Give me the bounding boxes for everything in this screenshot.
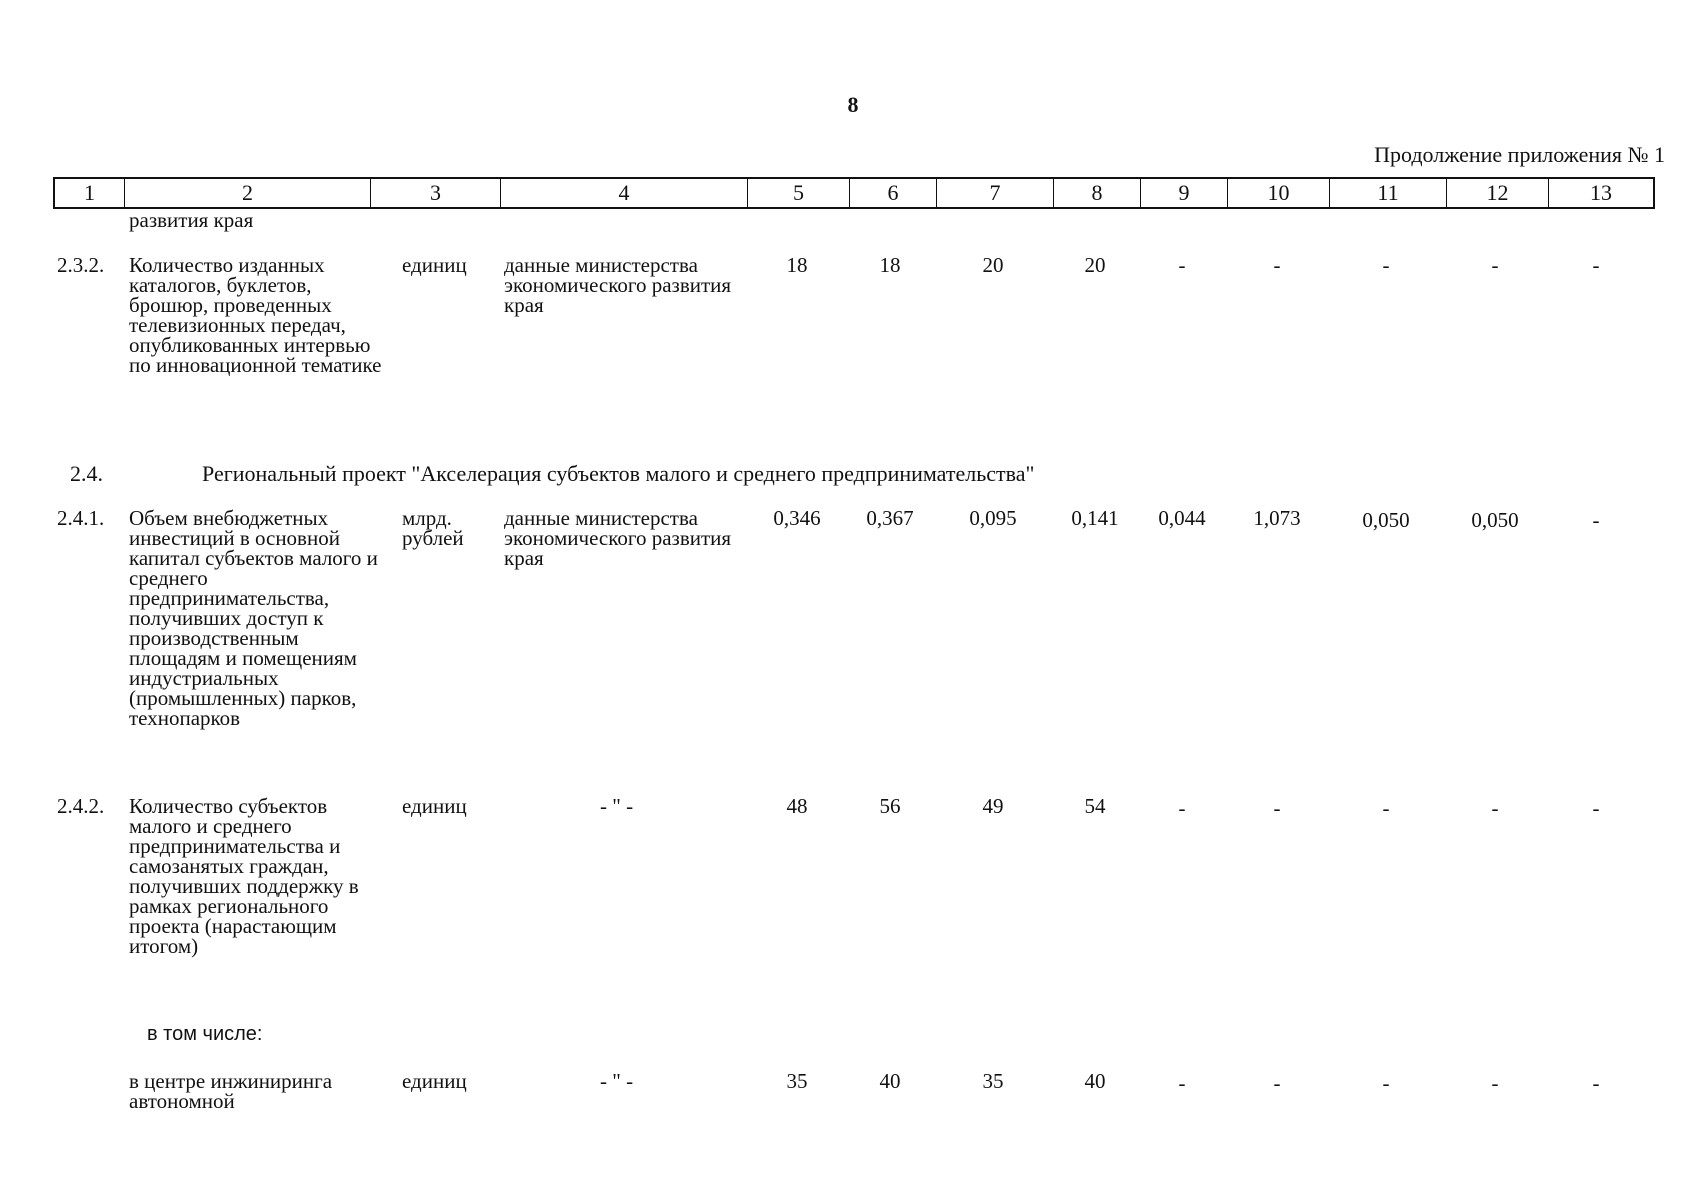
value-col-11: 0,050 <box>1362 508 1410 532</box>
value-col-6: 40 <box>879 1069 901 1093</box>
column-header: 9 <box>1141 179 1228 207</box>
row-code: 2.4.2. <box>57 794 105 818</box>
value-col-9: - <box>1178 1071 1186 1095</box>
value-col-13: - <box>1592 1071 1600 1095</box>
column-header: 7 <box>937 179 1054 207</box>
column-header: 6 <box>850 179 937 207</box>
value-col-9: - <box>1178 796 1186 820</box>
value-col-12: 0,050 <box>1471 508 1519 532</box>
indicator-name: Количество субъектов малого и среднего предпринимательства и самозанятых граждан, получивших поддержку в рамках регионального проекта (нарастающим итогом) <box>129 794 359 958</box>
value-col-6: 0,367 <box>866 506 914 530</box>
value-col-11: - <box>1382 253 1390 277</box>
value-col-7: 20 <box>982 253 1004 277</box>
column-header: 4 <box>501 179 748 207</box>
indicator-name: Объем внебюджетных инвестиций в основной капитал субъектов малого и среднего предпринимательства, получивших доступ к производственным площадям и помещениям индустриальных (промышленных) парков, технопарков <box>129 506 378 730</box>
page-number: 8 <box>847 92 859 117</box>
data-source: - " - <box>600 794 634 818</box>
column-header: 12 <box>1447 179 1549 207</box>
data-source: данные министерства экономического развития края <box>504 506 732 570</box>
value-col-7: 35 <box>982 1069 1004 1093</box>
value-col-11: - <box>1382 1071 1390 1095</box>
value-col-6: 56 <box>879 794 901 818</box>
value-col-12: - <box>1491 1071 1499 1095</box>
column-header: 10 <box>1228 179 1330 207</box>
value-col-7: 0,095 <box>969 506 1017 530</box>
unit-of-measure: млрд. рублей <box>402 506 464 550</box>
value-col-13: - <box>1592 253 1600 277</box>
value-col-10: - <box>1273 1071 1281 1095</box>
data-source: - " - <box>600 1069 634 1093</box>
unit-of-measure: единиц <box>402 253 467 277</box>
value-col-13: - <box>1592 796 1600 820</box>
unit-of-measure: единиц <box>402 794 467 818</box>
indicator-name: Количество изданных каталогов, буклетов, брошюр, проведенных телевизионных передач, опубликованных интервью по инновационной тематике <box>129 253 382 377</box>
value-col-9: 0,044 <box>1158 506 1206 530</box>
row-code: 2.4.1. <box>57 506 105 530</box>
value-col-8: 54 <box>1084 794 1106 818</box>
value-col-13: - <box>1592 508 1600 532</box>
column-header: 5 <box>748 179 850 207</box>
value-col-12: - <box>1491 253 1499 277</box>
column-header: 11 <box>1330 179 1447 207</box>
value-col-8: 0,141 <box>1071 506 1119 530</box>
section-title: Региональный проект "Акселерация субъектов малого и среднего предпринимательства" <box>202 461 1035 486</box>
column-header: 2 <box>125 179 371 207</box>
value-col-8: 40 <box>1084 1069 1106 1093</box>
value-col-10: 1,073 <box>1253 506 1301 530</box>
value-col-5: 0,346 <box>773 506 821 530</box>
column-header: 8 <box>1054 179 1141 207</box>
row-continuation-text: развития края <box>129 208 254 232</box>
column-number-header <box>53 177 1655 209</box>
including-subheading: в том числе: <box>147 1023 263 1045</box>
column-header: 3 <box>371 179 501 207</box>
value-col-6: 18 <box>879 253 901 277</box>
unit-of-measure: единиц <box>402 1069 467 1093</box>
column-header: 13 <box>1590 180 1612 205</box>
value-col-11: - <box>1382 796 1390 820</box>
value-col-5: 35 <box>786 1069 808 1093</box>
value-col-10: - <box>1273 253 1281 277</box>
indicator-name: в центре инжиниринга автономной <box>129 1069 333 1113</box>
value-col-8: 20 <box>1084 253 1106 277</box>
section-code: 2.4. <box>70 461 103 486</box>
row-code: 2.3.2. <box>57 253 105 277</box>
value-col-12: - <box>1491 796 1499 820</box>
data-source: данные министерства экономического развития края <box>504 253 732 317</box>
value-col-10: - <box>1273 796 1281 820</box>
value-col-5: 48 <box>786 794 808 818</box>
value-col-7: 49 <box>982 794 1004 818</box>
value-col-9: - <box>1178 253 1186 277</box>
continuation-label: Продолжение приложения № 1 <box>1374 142 1665 167</box>
value-col-5: 18 <box>786 253 808 277</box>
column-header: 1 <box>55 179 125 207</box>
